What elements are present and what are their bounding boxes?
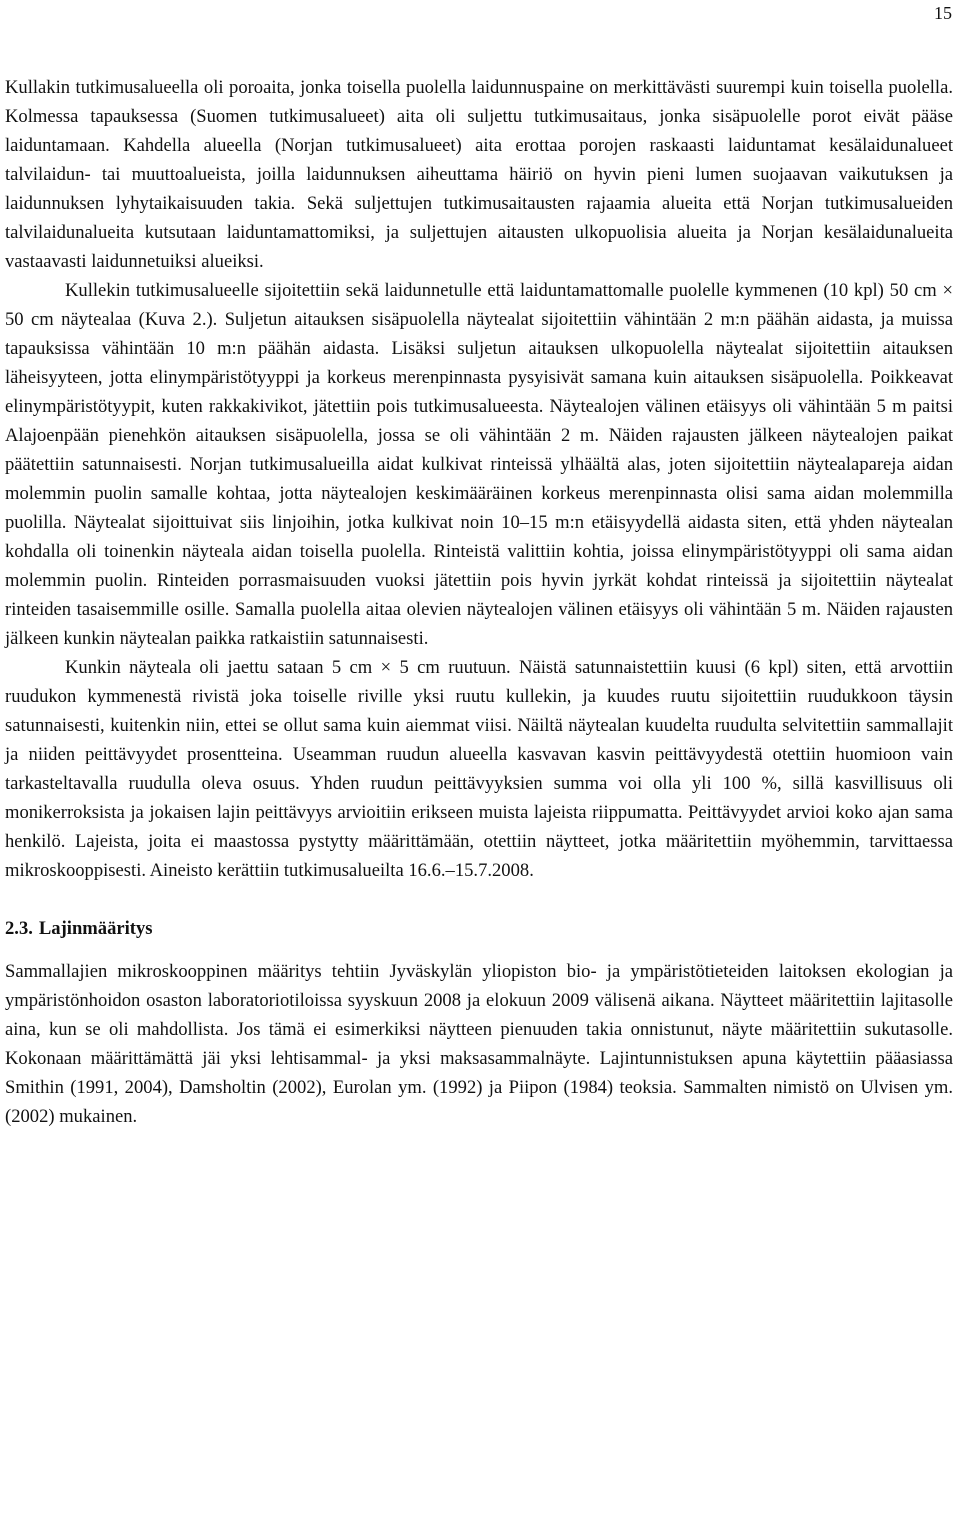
section-heading <box>5 914 953 943</box>
paragraph-sample-plots: Kullekin tutkimusalueelle sijoitettiin sekä laidunnetulle että laiduntamattomalle puolelle kymmenen (10 kpl) 50 cm × 50 cm näytealaa (Kuva 2.). Suljetun aitauksen sisäpuolella näytealat sijoitettiin vähintään 2 m:n päähän aidasta, ja muissa tapauksissa vähintään 10 m:n päähän aidasta. Lisäksi suljetun aitauksen ulkopuolella näytealat sijoitettiin aitauksen läheisyyteen, jotta elinympäristötyyppi ja korkeus merenpinnasta pysyisivät samana kuin aitauksen sisäpuolella. Poikkeavat elinympäristötyypit, kuten rakkakivikot, jätettiin pois tutkimusalueesta. Näytealojen välinen etäisyys oli vähintään 5 m paitsi Alajoenpään pienehkön aitauksen sisäpuolella, jossa se oli vähintään 2 m. Näiden rajausten jälkeen näytealojen paikat päätettiin satunnaisesti. Norjan tutkimusalueilla aidat kulkivat rinteissä ylhäältä alas, joten sijoitettiin näytealapareja aidan molemmin puolin samalle kohtaa, jotta näytealojen keskimääräinen korkeus merenpinnasta olisi sama aidan molemmilla puolilla. Näytealat sijoittuivat siis linjoihin, jotka kulkivat noin 10–15 m:n etäisyydellä aidasta siten, että yhden näytealan kohdalla oli toinenkin näyteala aidan toisella puolella. Rinteistä valittiin kohtia, joissa elinympäristötyyppi oli sama aidan molemmin puolin. Rinteiden porrasmaisuuden vuoksi jätettiin pois hyvin jyrkät kohdat rinteissä ja sijoitettiin näytealat rinteiden tasaisemmille osille. Samalla puolella aitaa olevien näytealojen välinen etäisyys oli vähintään 5 m. Näiden rajausten jälkeen kunkin näytealan paikka ratkaistiin satunnaisesti. <box>5 280 953 649</box>
page-content <box>5 73 953 1131</box>
section-title: Lajinmääritys <box>38 918 153 939</box>
paragraph-species-identification: Sammallajien mikroskooppinen määritys tehtiin Jyväskylän yliopiston bio- ja ympäristötieteiden laitoksen ekologian ja ympäristönhoidon osaston laboratoriotiloissa syyskuun 2008 ja elokuun 2009 välisenä aikana. Näytteet määritettiin lajitasolle aina, kun se oli mahdollista. Jos tämä ei esimerkiksi näytteen pienuuden takia onnistunut, näyte määritettiin sukutasolle. Kokonaan määrittämättä jäi yksi lehtisammal- ja yksi maksasammalnäyte. Lajintunnistuksen apuna käytettiin pääasiassa Smithin (1991, 2004), Damsholtin (2002), Eurolan ym. (1992) ja Piipon (1984) teoksia. Sammalten nimistö on Ulvisen ym. (2002) mukainen. <box>5 961 953 1127</box>
section-number: 2.3. <box>5 918 33 939</box>
paragraph-study-areas: Kullakin tutkimusalueella oli poroaita, jonka toisella puolella laidunnuspaine on merkittävästi suurempi kuin toisella puolella. Kolmessa tapauksessa (Suomen tutkimusalueet) aita oli suljettu tutkimusaitaus, jonka sisäpuolelle porot eivät pääse laiduntamaan. Kahdella alueella (Norjan tutkimusalueet) aita erottaa porojen raskaasti laiduntamat kesälaidunalueet talvilaidun- tai muuttoalueista, joilla laidunnuksen aiheuttama häiriö on hyvin pieni lumen suojaavan vaikutuksen ja laidunnuksen lyhytaikaisuuden takia. Sekä suljettujen tutkimusaitausten rajaamia alueita että Norjan tutkimusalueiden talvilaidunalueita kutsutaan laiduntamattomiksi, ja suljettujen aitausten ulkopuolisia alueita ja Norjan kesälaidunalueita vastaavasti laidunnetuiksi alueiksi. <box>5 77 953 272</box>
page-number: 15 <box>934 3 952 23</box>
paragraph-grid-squares: Kunkin näyteala oli jaettu sataan 5 cm × 5 cm ruutuun. Näistä satunnaistettiin kuusi (6 kpl) siten, että arvottiin ruudukon kymmenestä rivistä joka toiselle riville yksi ruutu kullekin, ja kuudes ruutu sijoitettiin ruudukkoon täysin satunnaisesti, kuitenkin niin, ettei se ollut sama kuin aiemmat viisi. Näiltä näytealan kuudelta ruudulta selvitettiin sammallajit ja niiden peittävyydet prosentteina. Useamman ruudun alueella kasvavan kasvin peittävyydestä otettiin huomioon vain tarkasteltavalla ruudulla oleva osuus. Yhden ruudun peittävyyksien summa voi olla yli 100 %, sillä kasvillisuus oli monikerroksista ja jokaisen lajin peittävyys arvioitiin erikseen muista lajeista riippumatta. Peittävyydet arvioi koko ajan sama henkilö. Lajeista, joita ei maastossa pystytty määrittämään, otettiin näytteet, jotka määritettiin myöhemmin, tarvittaessa mikroskooppisesti. Aineisto kerättiin tutkimusalueilta 16.6.–15.7.2008. <box>5 657 953 881</box>
